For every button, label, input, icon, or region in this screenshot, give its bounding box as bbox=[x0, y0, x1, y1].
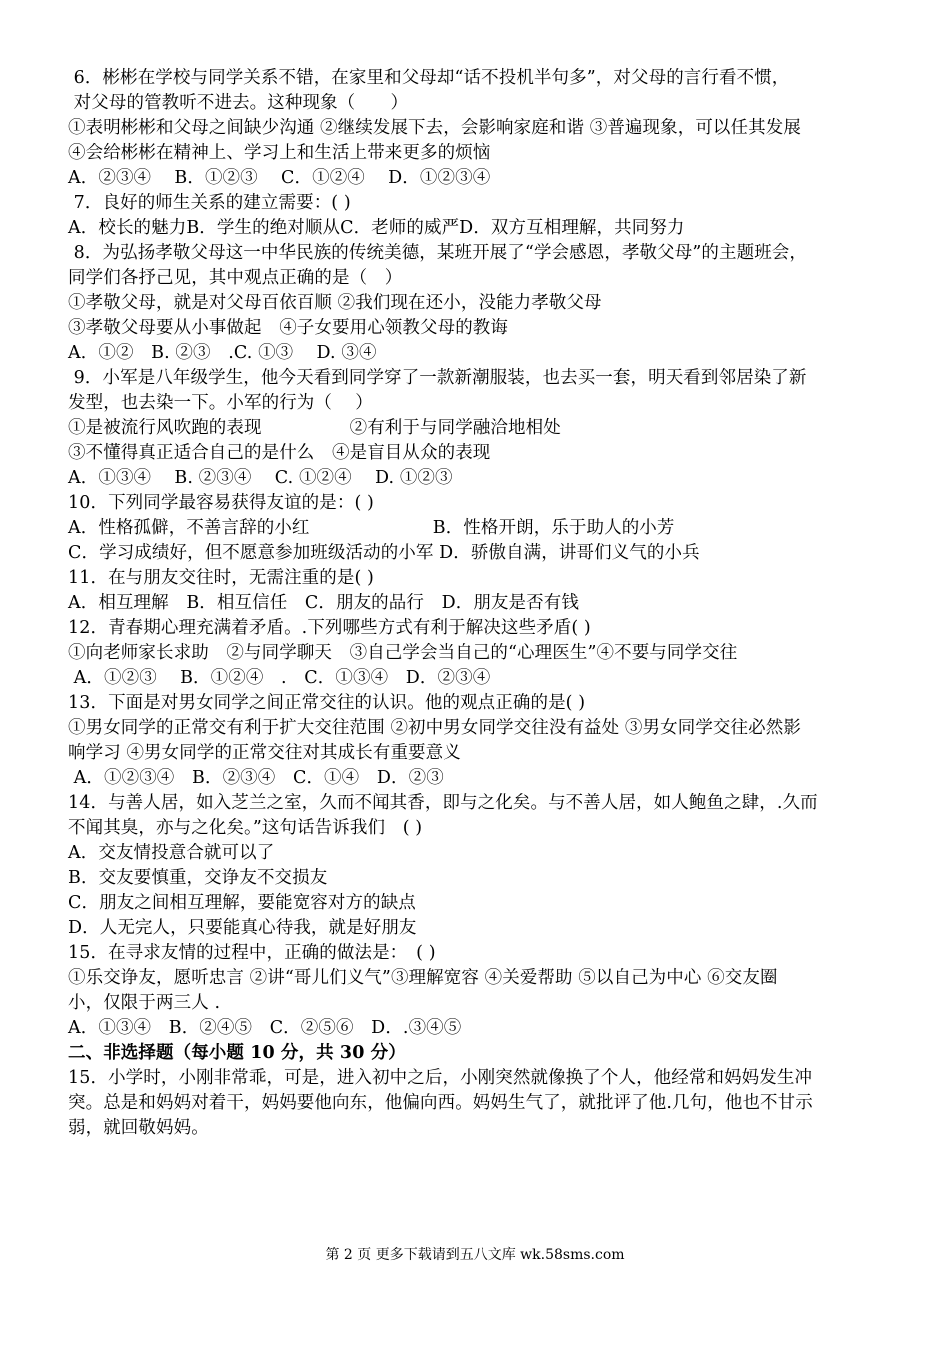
q15-statements-1: ①乐交诤友，愿听忠言 ②讲“哥儿们义气”③理解宽容 ④关爱帮助 ⑤以自己为中心 ⑥交友圈 bbox=[68, 968, 778, 988]
q13-statements-2: 响学习 ④男女同学的正常交往对其成长有重要意义 bbox=[68, 743, 461, 763]
q12-options: A．①②③ B．①②④ . C．①③④ D．②③④ bbox=[68, 668, 491, 688]
q14-line-1: 14．与善人居，如入芝兰之室，久而不闻其香，即与之化矣。与不善人居，如人鲍鱼之肆，.久而 bbox=[68, 793, 818, 813]
q8-statements-2: ③孝敬父母要从小事做起 ④子女要用心领教父母的教诲 bbox=[68, 318, 508, 338]
q13-statements-1: ①男女同学的正常交有利于扩大交往范围 ②初中男女同学交往没有益处 ③男女同学交往必然影 bbox=[68, 718, 801, 738]
essay-q15-line-3: 弱，就回敬妈妈。 bbox=[68, 1118, 209, 1138]
q14-option-b: B．交友要慎重，交诤友不交损友 bbox=[68, 868, 328, 888]
q15-stem: 15．在寻求友情的过程中，正确的做法是： ( ) bbox=[68, 943, 436, 963]
q13-options: A．①②③④ B．②③④ C．①④ D．②③ bbox=[68, 768, 444, 788]
q15-options: A．①③④ B．②④⑤ C．②⑤⑥ D．.③④⑤ bbox=[68, 1018, 462, 1038]
q8-line-1: 8．为弘扬孝敬父母这一中华民族的传统美德，某班开展了“学会感恩，孝敬父母”的主题班会， bbox=[68, 243, 807, 263]
q8-line-2: 同学们各抒己见，其中观点正确的是（ ） bbox=[68, 268, 403, 288]
q9-statements-1: ①是被流行风吹跑的表现 ②有利于与同学融洽地相处 bbox=[68, 418, 561, 438]
q6-statements-2: ④会给彬彬在精神上、学习上和生活上带来更多的烦恼 bbox=[68, 143, 491, 163]
q10-options-cd: C．学习成绩好，但不愿意参加班级活动的小军 D．骄傲自满，讲哥们义气的小兵 bbox=[68, 543, 700, 563]
q9-statements-2: ③不懂得真正适合自己的是什么 ④是盲目从众的表现 bbox=[68, 443, 491, 463]
q6-options: A．②③④ B．①②③ C．①②④ D．①②③④ bbox=[68, 168, 491, 188]
q14-option-a: A．交友情投意合就可以了 bbox=[68, 843, 275, 863]
essay-q15-line-2: 突。总是和妈妈对着干，妈妈要他向东，他偏向西。妈妈生气了，就批评了他.几句，他也不甘示 bbox=[68, 1093, 813, 1113]
q10-stem: 10．下列同学最容易获得友谊的是：( ) bbox=[68, 493, 374, 513]
q12-stem: 12．青春期心理充满着矛盾。.下列哪些方式有利于解决这些矛盾( ) bbox=[68, 618, 591, 638]
q14-option-d: D．人无完人，只要能真心待我，就是好朋友 bbox=[68, 918, 417, 938]
q12-statements: ①向老师家长求助 ②与同学聊天 ③自己学会当自己的“心理医生”④不要与同学交往 bbox=[68, 643, 738, 663]
q10-options-ab: A．性格孤僻，不善言辞的小红 B．性格开朗，乐于助人的小芳 bbox=[68, 518, 675, 538]
q9-line-1: 9．小军是八年级学生，他今天看到同学穿了一款新潮服装，也去买一套，明天看到邻居染了新 bbox=[68, 368, 807, 388]
section-heading: 二、非选择题（每小题 10 分，共 30 分） bbox=[68, 1043, 406, 1063]
q14-option-c: C．朋友之间相互理解，要能宽容对方的缺点 bbox=[68, 893, 416, 913]
q14-line-2: 不闻其臭，亦与之化矣。”这句话告诉我们 ( ) bbox=[68, 818, 423, 838]
document-body bbox=[68, 66, 898, 1141]
q8-statements-1: ①孝敬父母，就是对父母百依百顺 ②我们现在还小，没能力孝敬父母 bbox=[68, 293, 602, 313]
q6-line-2: 对父母的管教听不进去。这种现象（ ） bbox=[68, 93, 409, 113]
essay-q15-line-1: 15．小学时，小刚非常乖，可是，进入初中之后，小刚突然就像换了个人，他经常和妈妈发生冲 bbox=[68, 1068, 813, 1088]
page-footer: 第 2 页 更多下载请到五八文库 wk.58sms.com bbox=[325, 1247, 625, 1263]
q13-stem: 13．下面是对男女同学之间正常交往的认识。他的观点正确的是( ) bbox=[68, 693, 586, 713]
q9-line-2: 发型，也去染一下。小军的行为（ ） bbox=[68, 393, 373, 413]
q6-statements-1: ①表明彬彬和父母之间缺少沟通 ②继续发展下去，会影响家庭和谐 ③普遍现象，可以任其发展 bbox=[68, 118, 801, 138]
q11-options: A．相互理解 B．相互信任 C．朋友的品行 D．朋友是否有钱 bbox=[68, 593, 579, 613]
q7-stem: 7．良好的师生关系的建立需要：( ) bbox=[68, 193, 351, 213]
q9-options: A．①③④ B. ②③④ C. ①②④ D. ①②③ bbox=[68, 468, 453, 488]
q15-statements-2: 小，仅限于两三人 . bbox=[68, 993, 221, 1013]
q7-options: A．校长的魅力B．学生的绝对顺从C．老师的威严D．双方互相理解，共同努力 bbox=[68, 218, 685, 238]
q11-stem: 11．在与朋友交往时，无需注重的是( ) bbox=[68, 568, 374, 588]
q8-options: A．①② B. ②③ .C. ①③ D. ③④ bbox=[68, 343, 377, 363]
q6-line-1: 6．彬彬在学校与同学关系不错，在家里和父母却“话不投机半句多”，对父母的言行看不惯， bbox=[68, 68, 790, 88]
